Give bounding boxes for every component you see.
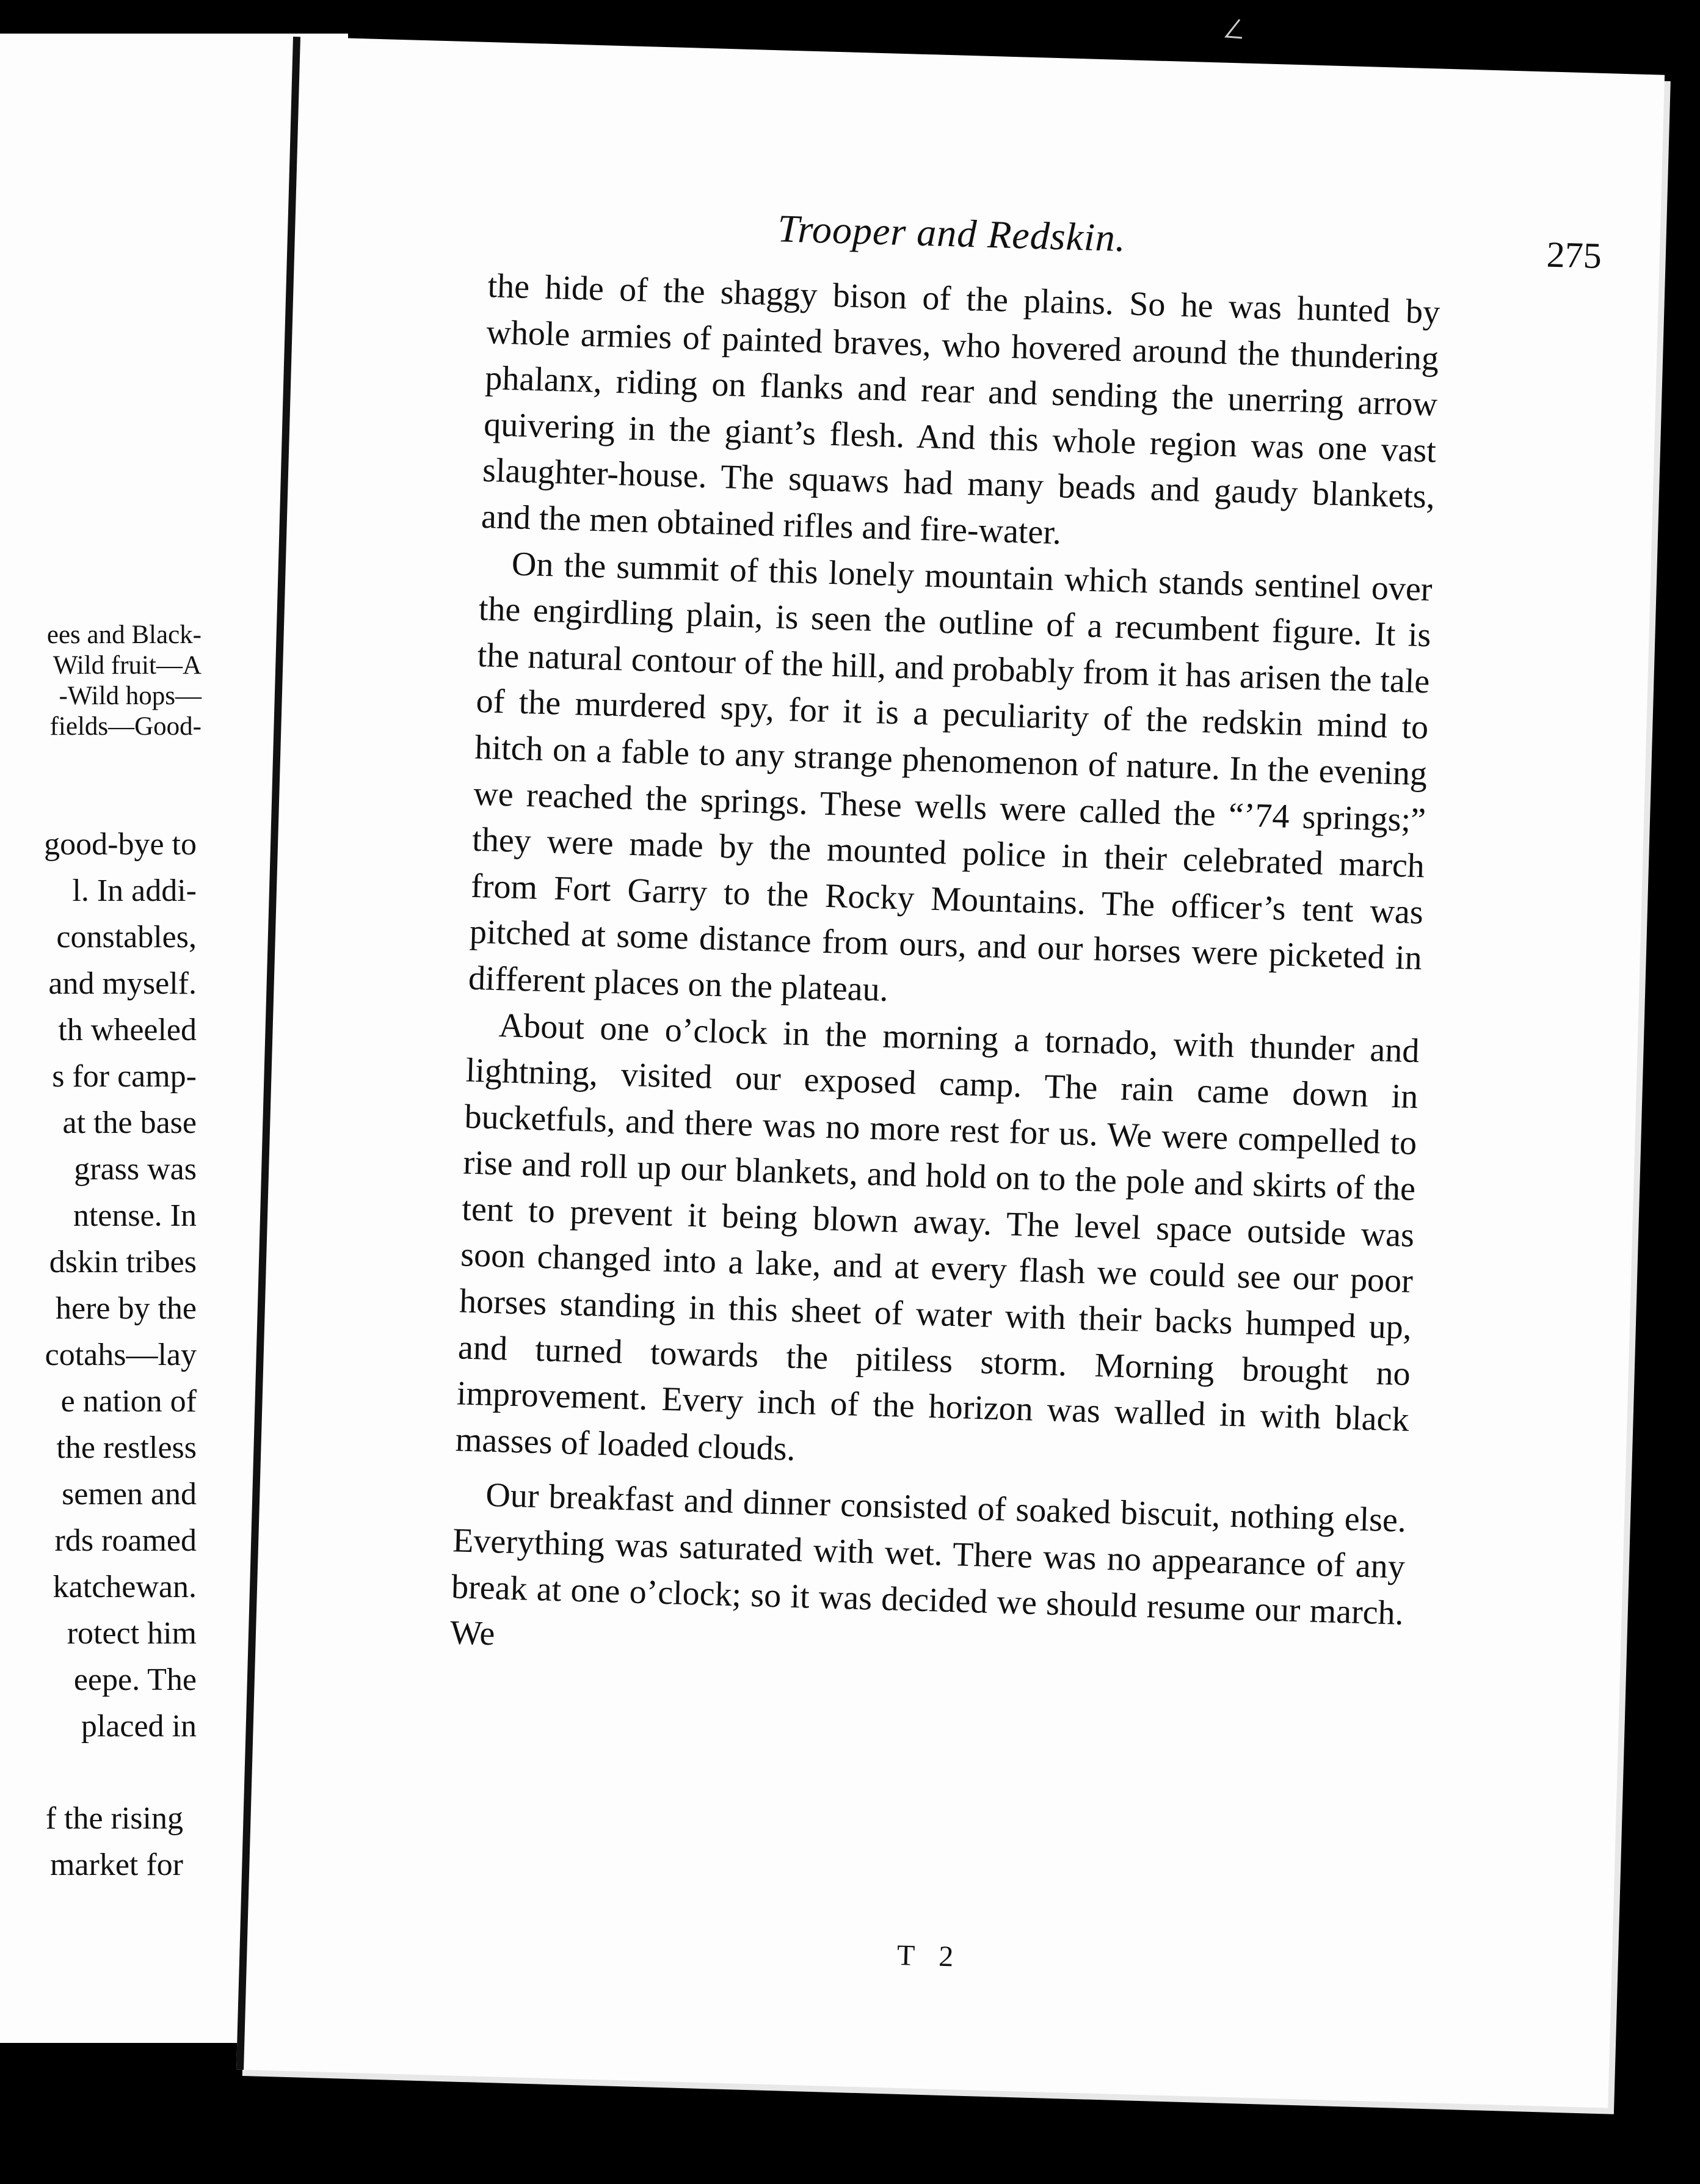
signature-mark: T 2 <box>896 1938 963 1973</box>
text-line: th wheeled <box>58 1013 197 1047</box>
text-line: rds roamed <box>54 1523 197 1558</box>
text-line: ntense. In <box>73 1198 197 1233</box>
chapter-summary <box>0 620 202 742</box>
text-line: eepe. The <box>73 1662 197 1697</box>
summary-line: Wild fruit—A <box>53 651 202 680</box>
text-line: and myself. <box>48 966 197 1001</box>
summary-line: fields—Good- <box>49 712 202 741</box>
text-line: cotahs—lay <box>45 1338 197 1372</box>
text-line: l. In addi- <box>72 873 197 908</box>
text-line: dskin tribes <box>49 1245 197 1279</box>
text-line: s for camp- <box>52 1059 197 1094</box>
text-line: good-bye to <box>44 827 197 862</box>
paragraph: Our breakfast and dinner consisted of soaked biscuit, nothing else. Everything was saturated with wet. There was no appearance of any break at one o’clock; so it was decided we should resume our march. We <box>449 1476 1407 1653</box>
previous-page-text-end <box>0 1796 183 1888</box>
text-line: katchewan. <box>53 1570 197 1604</box>
text-line: semen and <box>62 1477 197 1512</box>
previous-page-text <box>0 821 197 1750</box>
text-line: f the rising <box>45 1801 183 1836</box>
current-page <box>236 37 1665 2108</box>
text-line: the restless <box>56 1430 197 1465</box>
text-line: placed in <box>81 1709 197 1744</box>
paragraph-continued: the hide of the shaggy bison of the plains. So he was hunted by whole armies of painted braves, who hovered around the thundering phalanx, riding on flanks and rear and sending the unerring arrow quivering in the giant’s flesh. And this whole region was one vast slaughter-house. The squaws had many beads and gaudy blankets, and the men obtained rifles and fire-water. <box>481 267 1440 552</box>
summary-line: -Wild hops— <box>59 682 202 710</box>
text-line: constables, <box>56 920 197 955</box>
text-line: e nation of <box>60 1384 197 1419</box>
text-line: rotect him <box>67 1616 197 1651</box>
page-number: 275 <box>1546 234 1602 276</box>
text-line: here by the <box>55 1291 197 1326</box>
summary-line: ees and Black- <box>46 621 202 649</box>
text-line: market for <box>49 1847 183 1882</box>
running-head: Trooper and Redskin. <box>777 206 1127 260</box>
text-line: at the base <box>62 1105 197 1140</box>
text-line: grass was <box>74 1152 197 1187</box>
pencil-mark-icon <box>1221 18 1246 40</box>
paragraph: On the summit of this lonely mountain which stands sentinel over the engirdling plain, is seen the outline of a recumbent figure. It is the natural contour of the hill, and probably from it has arisen the tale of the murdered spy, for it is a peculiarity of the redskin mind to hitch on a fable to any strange phenomenon of nature. In the evening we reached the springs. These wells were called the “’74 springs;” they were made by the mounted police in their celebrated march from Fort Garry to the Rocky Mountains. The officer’s tent was pitched at some distance from ours, and our horses were picketed in different places on the plateau. <box>468 544 1433 1009</box>
page-text <box>449 263 1440 1683</box>
paragraph: About one o’clock in the morning a tornado, with thunder and lightning, visited our exposed camp. The rain came down in bucketfuls, and there was no more rest for us. We were compelled to rise and roll up our blankets, and hold on to the pole and skirts of the tent to prevent it being blown away. The level space outside was soon changed into a lake, and at every flash we could see our poor horses standing in this sheet of water with their backs humped up, and turned towards the pitiless storm. Morning brought no improvement. Every inch of the horizon was walled in with black masses of loaded clouds. <box>455 1006 1420 1468</box>
